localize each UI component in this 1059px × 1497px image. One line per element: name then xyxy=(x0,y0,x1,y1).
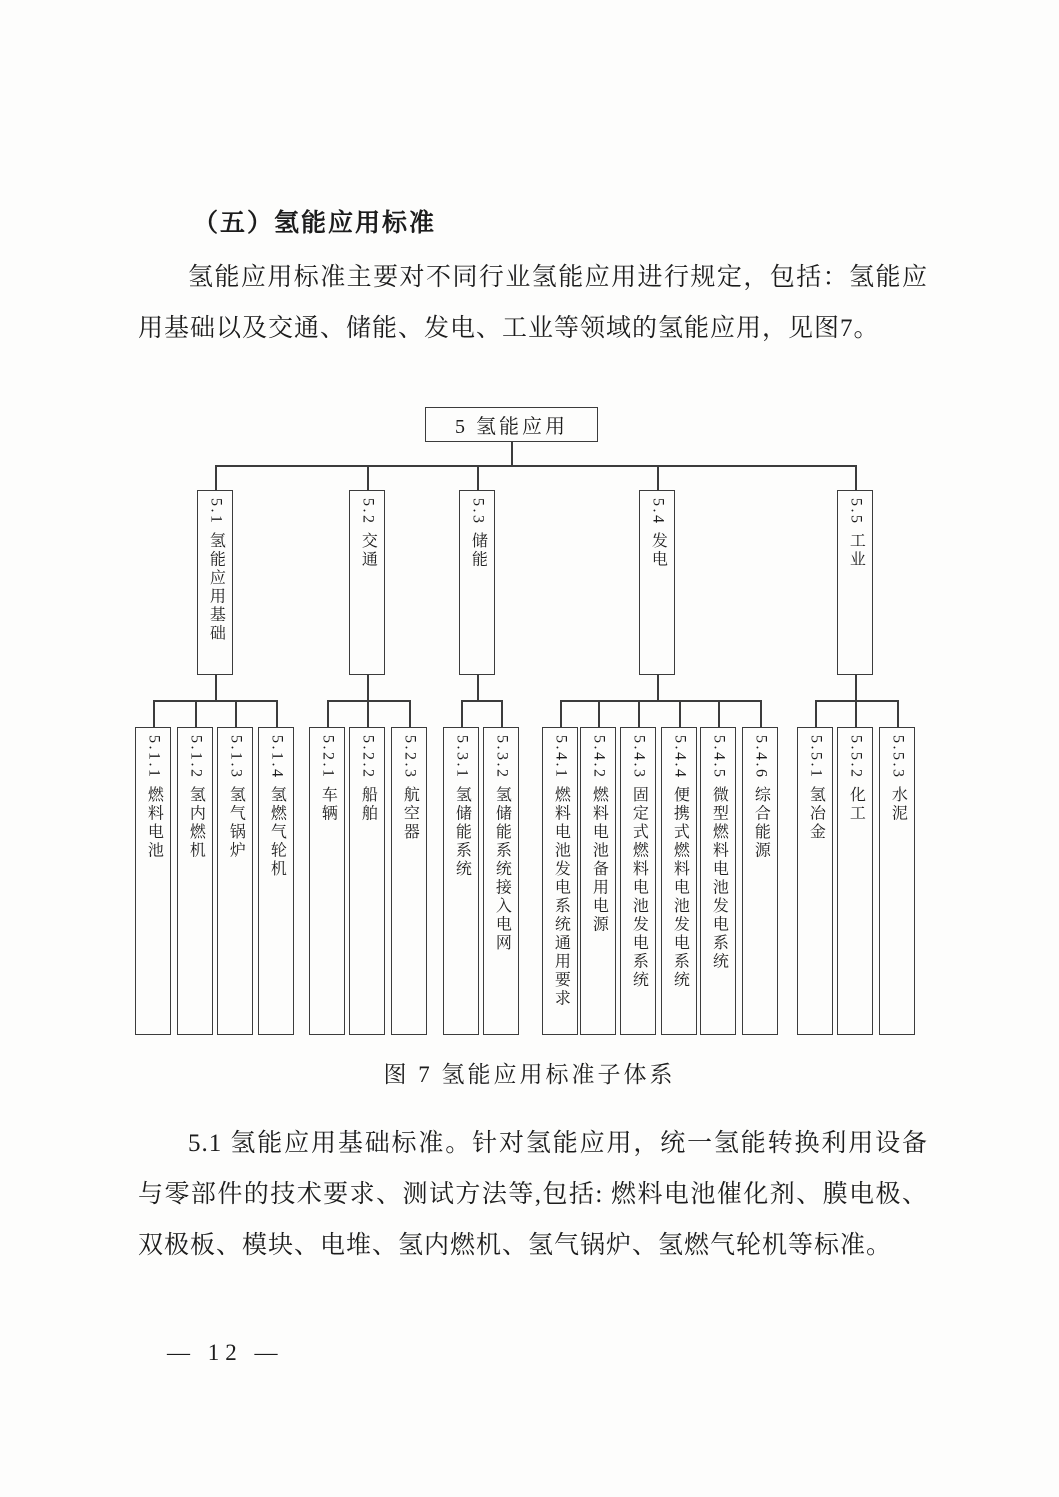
tree-leaf-node-label: 5.2.2 船舶 xyxy=(359,735,377,823)
tree-leaf-node xyxy=(177,727,213,1035)
tree-branch-node xyxy=(837,490,873,675)
tree-leaf-node xyxy=(135,727,171,1035)
connector-leaf-stub xyxy=(897,700,899,727)
tree-leaf-node-label: 5.4.4 便携式燃料电池发电系统 xyxy=(671,735,689,990)
tree-leaf-node xyxy=(700,727,736,1035)
tree-branch-node xyxy=(639,490,675,675)
connector-leaf-stub xyxy=(598,700,600,727)
tree-leaf-node-label: 5.4.2 燃料电池备用电源 xyxy=(590,735,608,934)
tree-root-node: 5 氢能应用 xyxy=(425,407,598,442)
figure-caption: 图 7 氢能应用标准子体系 xyxy=(383,1062,676,1087)
tree-leaf-node xyxy=(443,727,479,1035)
connector-leaf-stub xyxy=(409,700,411,727)
tree-branch-node xyxy=(349,490,385,675)
connector-branch-stem xyxy=(367,675,369,700)
connector-leaf-stub xyxy=(855,700,857,727)
tree-branch-node-label: 5.4 发电 xyxy=(649,498,667,569)
tree-branch-node-label: 5.5 工业 xyxy=(847,498,865,569)
tree-leaf-node-label: 5.4.3 固定式燃料电池发电系统 xyxy=(630,735,648,990)
tree-branch-node xyxy=(197,490,233,675)
tree-leaf-node xyxy=(879,727,915,1035)
tree-leaf-node-label: 5.5.3 水泥 xyxy=(889,735,907,823)
tree-leaf-node xyxy=(542,727,578,1035)
connector-leaf-stub xyxy=(367,700,369,727)
tree-branch-node-label: 5.1 氢能应用基础 xyxy=(207,498,225,643)
connector-leaf-stub xyxy=(679,700,681,727)
tree-leaf-node-label: 5.5.1 氢冶金 xyxy=(807,735,825,842)
connector-branch-stub xyxy=(477,465,479,490)
connector-branch-stub xyxy=(855,465,857,490)
tree-leaf-node-label: 5.3.2 氢储能系统接入电网 xyxy=(493,735,511,953)
tree-leaf-node xyxy=(797,727,833,1035)
tree-leaf-node-label: 5.2.1 车辆 xyxy=(319,735,337,823)
connector-branch-stem xyxy=(855,675,857,700)
connector-group-bus xyxy=(153,700,276,702)
tree-branch-node-label: 5.2 交通 xyxy=(359,498,377,569)
tree-leaf-node-label: 5.1.2 氢内燃机 xyxy=(187,735,205,860)
connector-group-bus xyxy=(560,700,760,702)
connector-branch-stub xyxy=(657,465,659,490)
connector-branch-stem xyxy=(657,675,659,700)
section-heading: （五）氢能应用标准 xyxy=(193,210,437,237)
connector-branch-stub xyxy=(367,465,369,490)
tree-leaf-node-label: 5.5.2 化工 xyxy=(847,735,865,823)
connector-root-stem xyxy=(511,442,513,465)
tree-leaf-node-label: 5.2.3 航空器 xyxy=(401,735,419,842)
figure-tree-diagram xyxy=(0,400,1059,1060)
connector-group-bus xyxy=(461,700,501,702)
connector-leaf-stub xyxy=(760,700,762,727)
connector-leaf-stub xyxy=(153,700,155,727)
connector-leaf-stub xyxy=(501,700,503,727)
connector-leaf-stub xyxy=(461,700,463,727)
connector-leaf-stub xyxy=(638,700,640,727)
page-number: — 12 — xyxy=(167,1340,284,1365)
tree-leaf-node-label: 5.4.6 综合能源 xyxy=(752,735,770,860)
paragraph-intro: 氢能应用标准主要对不同行业氢能应用进行规定，包括：氢能应用基础以及交通、储能、发电、工业等领域的氢能应用，见图7。 xyxy=(138,264,928,342)
connector-branch-stem xyxy=(215,675,217,700)
connector-leaf-stub xyxy=(235,700,237,727)
tree-leaf-node xyxy=(349,727,385,1035)
tree-leaf-node xyxy=(258,727,294,1035)
tree-leaf-node xyxy=(483,727,519,1035)
tree-leaf-node-label: 5.4.1 燃料电池发电系统通用要求 xyxy=(552,735,570,1008)
connector-top-bus xyxy=(215,465,855,467)
paragraph-5-1: 5.1 氢能应用基础标准。针对氢能应用，统一氢能转换利用设备与零部件的技术要求、测试方法等,包括: 燃料电池催化剂、膜电极、双极板、模块、电堆、氢内燃机、氢气锅炉、氢燃气轮机等标准。 xyxy=(138,1130,928,1259)
connector-leaf-stub xyxy=(718,700,720,727)
tree-leaf-node-label: 5.1.1 燃料电池 xyxy=(145,735,163,860)
tree-leaf-node xyxy=(580,727,616,1035)
connector-leaf-stub xyxy=(815,700,817,727)
tree-branch-node xyxy=(459,490,495,675)
tree-leaf-node xyxy=(661,727,697,1035)
tree-leaf-node-label: 5.4.5 微型燃料电池发电系统 xyxy=(710,735,728,971)
connector-branch-stem xyxy=(477,675,479,700)
tree-leaf-node xyxy=(837,727,873,1035)
tree-leaf-node xyxy=(309,727,345,1035)
tree-leaf-node xyxy=(742,727,778,1035)
tree-branch-node-label: 5.3 储能 xyxy=(469,498,487,569)
connector-leaf-stub xyxy=(327,700,329,727)
tree-leaf-node-label: 5.1.4 氢燃气轮机 xyxy=(268,735,286,879)
connector-branch-stub xyxy=(215,465,217,490)
tree-leaf-node xyxy=(217,727,253,1035)
connector-leaf-stub xyxy=(195,700,197,727)
tree-leaf-node-label: 5.1.3 氢气锅炉 xyxy=(227,735,245,860)
tree-leaf-node-label: 5.3.1 氢储能系统 xyxy=(453,735,471,879)
connector-leaf-stub xyxy=(560,700,562,727)
tree-leaf-node xyxy=(620,727,656,1035)
connector-leaf-stub xyxy=(276,700,278,727)
tree-leaf-node xyxy=(391,727,427,1035)
